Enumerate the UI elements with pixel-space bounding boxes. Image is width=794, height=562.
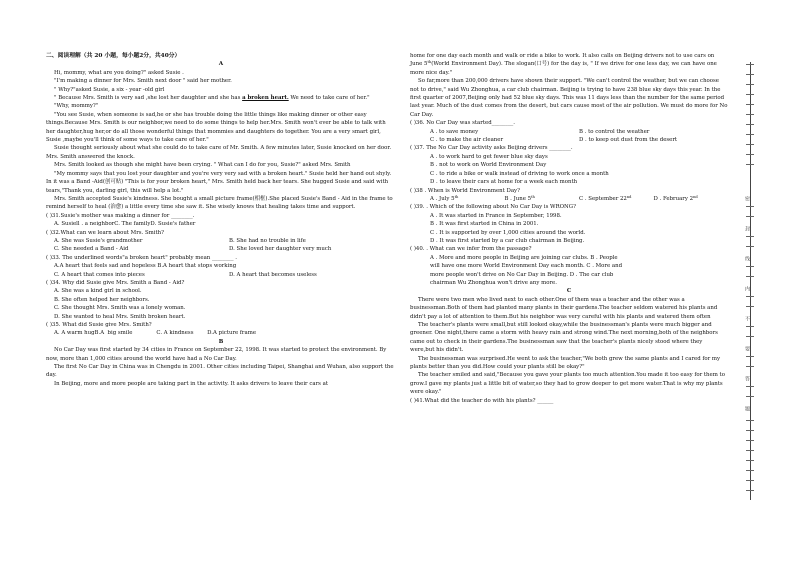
option-b: B . It was first started in China in 2001. xyxy=(430,221,539,228)
binding-label: 要 xyxy=(744,346,750,351)
question-32-options xyxy=(46,245,396,253)
passage-a-para: "I'm making a dinner for Mrs. Smith next door " said her mother. xyxy=(54,78,232,85)
binding-tick xyxy=(746,460,754,461)
binding-tick xyxy=(746,154,754,155)
option-d: D . It was first started by a car club chairman in Beijing. xyxy=(430,237,585,244)
question-37: ( )37. The No Car Day activity asks Beijing drivers ________. xyxy=(410,145,573,152)
question-38: ( )38 . When is World Environment Day? xyxy=(410,187,520,194)
binding-tick xyxy=(746,440,754,441)
binding-tick xyxy=(746,64,754,65)
passage-c-para: The teacher smiled and said,"Because you gave your plants too much attention.You made it too easy for them to grow.I gave my plants just a little bit of water,so they had to grow deeper to get more water.That is why my plants were okay." xyxy=(410,372,725,396)
passage-c-para: There were two men who lived next to each other.One of them was a teacher and the other was a businessman.Both of them had planted many plants in their gardens.The teacher seldom watered his plants and didn't pay a lot of attention to them.But his neighbor was very careful with his plants and watered them often xyxy=(410,296,718,320)
passage-c-label: C xyxy=(566,288,572,295)
option-d: D. A heart that becomes useless xyxy=(229,271,317,278)
binding-tick xyxy=(746,266,754,267)
passage-a-label: A xyxy=(218,61,224,68)
passage-b-para: So far,more than 200,000 drivers have shown their support. "We can't control the weather, but we can choose not to drive," said Wu Zhonghua, a car club chairman. Beijing is trying to have 238 blue sky days this year. In the first quarter of 2007,Beijing only had 52 blue sky days. This was 11 days less than the number for the same period last year. Much of the dust comes from the desert, but cars cause most of the air pollution. We must do more for No Car Day. xyxy=(410,78,728,118)
binding-tick xyxy=(746,236,754,237)
question-33-options: A.A heart that feels sad and hopeless B.A heart that stops working xyxy=(54,263,237,270)
text: We need to take care of her." xyxy=(290,95,370,102)
underlined-phrase: a broken heart. xyxy=(242,95,289,102)
text: D . February 2 xyxy=(653,195,694,202)
question-35: ( )35. What did Susie give Mrs. Smith? xyxy=(46,322,152,328)
option-d: D. She wanted to heal Mrs. Smith broken heart. xyxy=(54,313,186,320)
option-c: C . It is supported by over 1,000 cities around the world. xyxy=(430,229,586,236)
passage-a-para: "Why, mommy?" xyxy=(54,103,99,110)
binding-tick xyxy=(746,356,754,357)
option-c xyxy=(579,195,654,203)
question-33-options xyxy=(46,271,396,279)
binding-tick xyxy=(746,420,754,421)
text: C . September 22 xyxy=(579,195,627,202)
binding-label: 密 xyxy=(744,196,750,201)
passage-a-para xyxy=(46,94,396,102)
binding-tick xyxy=(746,336,754,337)
binding-label: 答 xyxy=(744,376,750,381)
question-40: ( )40. . What can we infer from the passage? xyxy=(410,246,532,253)
question-39: ( )39. . Which of the following about No Car Day is WRONG? xyxy=(410,204,576,211)
binding-tick xyxy=(746,104,754,105)
binding-tick xyxy=(746,490,754,491)
binding-tick xyxy=(746,296,754,297)
option-a: A . It was started in France in September, 1998. xyxy=(430,212,562,219)
question-36-options xyxy=(410,128,728,136)
passage-c-para: The businessman was surprised.He went to ask the teacher,"We both grew the same plants and I cared for my plants better than you did.How could your plants still be okay?" xyxy=(410,355,721,371)
option-a: A . to save money xyxy=(430,128,479,135)
passage-b-label: B xyxy=(218,338,224,345)
binding-tick xyxy=(746,164,754,165)
binding-tick xyxy=(746,206,754,207)
binding-label: 不 xyxy=(744,316,750,321)
question-40-options: chairman Wu Zhonghua won't drive any more. xyxy=(430,279,557,286)
superscript: nd xyxy=(693,194,698,199)
question-36-options xyxy=(410,136,728,144)
binding-label: 题 xyxy=(744,406,750,411)
passage-b-para: No Car Day was first started by 34 cities in France on September 22, 1998. It was started to protect the environment. By now, more than 1,000 cities around the world have had a No Car Day. xyxy=(46,347,387,362)
option-d: D . to leave their cars at home for a week each month xyxy=(430,179,578,186)
option-d: D. She loved her daughter very much xyxy=(229,246,332,253)
passage-a-para: "You see Susie, when someone is sad,he or she has trouble doing the little things like making dinner or other easy things.Because Mrs. Smith is our neighbor,we need to do some things to help her.Mrs. Smith won't ever be able to talk with her daughter,hug her,or do all those wonderful things that mommies and daughters do together. You are a very smart girl, Susie ,maybe you'll think of some ways to take care of her." xyxy=(46,111,386,144)
section-title: 二、阅读理解（共 20 小题，每小题2分，共40分） xyxy=(46,53,181,59)
question-35-options: A. A warm hugB.A big smile C. A kindness D.A picture frame xyxy=(54,330,257,337)
superscript: th xyxy=(531,194,535,199)
text: A . July 5 xyxy=(430,195,455,202)
passage-a-para: "My mommy says that you lost your daughter and you're very very sad with a broken heart." Susie held her hand out shyly. In it was a Band -Aid(创可贴) "This is for your broken heart," Mrs. Smith held back her tears. She hugged Susie and said with tears,"Thank you, darling girl, this will help a lot." xyxy=(46,170,392,194)
option-b: B. She had no trouble in life xyxy=(229,237,306,244)
option-a: A. She was Susie's grandmother xyxy=(54,237,143,244)
option-b: B. She often helped her neighbors. xyxy=(54,296,150,303)
text: (World Environment Day). The slogan(口号) for the day is, " If we drive for one less day, we can have one more nice day." xyxy=(410,61,717,76)
question-32-options xyxy=(46,237,396,245)
passage-a-para: Mrs. Smith accepted Susie's kindness. She bought a small picture frame(相框).She placed Susie's Band - Aid in the frame to remind herself to heal (治愈) a little every time she saw it. She wisely knows that healing takes time and support. xyxy=(46,195,393,211)
left-column xyxy=(46,52,396,388)
option-c: C. A heart that comes into pieces xyxy=(54,271,145,278)
option-a xyxy=(430,195,505,203)
binding-tick xyxy=(746,84,754,85)
binding-tick xyxy=(746,306,754,307)
binding-tick xyxy=(746,480,754,481)
binding-tick xyxy=(746,366,754,367)
question-32: ( )32.What can we learn about Mrs. Smith? xyxy=(46,229,165,236)
binding-tick xyxy=(746,246,754,247)
option-d xyxy=(654,195,729,203)
binding-tick xyxy=(746,470,754,471)
text: home for one day each month and walk or ride a bike to work. It also calls on Beijing drivers not to use cars on June 5 xyxy=(410,53,715,68)
text: " Because Mrs. Smith is very sad ,she lost her daughter and she has xyxy=(54,95,241,102)
binding-label: 线 xyxy=(744,256,750,261)
option-b xyxy=(505,195,580,203)
binding-label: 封 xyxy=(744,226,750,231)
question-40-options: will have one more World Environment Day each month. C . More and xyxy=(430,263,623,270)
question-33: ( )33. The underlined words"a broken heart" probably mean ________ . xyxy=(46,254,237,261)
question-34: ( )34. Why did Susie give Mrs. Smith a Band - Aid? xyxy=(46,279,185,286)
question-38-options xyxy=(410,195,728,203)
binding-tick xyxy=(746,396,754,397)
binding-tick xyxy=(746,450,754,451)
binding-tick xyxy=(746,124,754,125)
passage-b-para: In Beijing, more and more people are taking part in the activity. It asks drivers to leave their cars at xyxy=(54,380,329,387)
option-c: C . to make the air cleaner xyxy=(430,137,504,144)
superscript: th xyxy=(427,60,432,65)
superscript: nd xyxy=(626,194,632,199)
question-31-options: A. Susiell . a neighborC. The familyD. Susie's father xyxy=(54,221,196,228)
binding-tick xyxy=(746,144,754,145)
passage-a-para: Hi, mommy, what are you doing?" asked Susie . xyxy=(54,69,184,76)
question-40-options: A . More and more people in Beijing are joining car clubs. B . People xyxy=(430,254,618,261)
passage-b-para xyxy=(410,52,728,77)
binding-tick xyxy=(746,386,754,387)
passage-a-para: Susie thought seriously about what she could do to take care of Mr. Smith. A few minutes later, Susie knocked on her door. Mrs. Smith answered the knock. xyxy=(46,145,392,160)
binding-tick xyxy=(746,94,754,95)
superscript: th xyxy=(454,194,459,199)
passage-a-para: Mrs. Smith looked as though she might have been crying. " What can I do for you, Susie?" asked Mrs. Smith xyxy=(54,162,351,169)
binding-line xyxy=(750,62,751,500)
option-c: C. She thought Mrs. Smith was a lonely woman. xyxy=(54,305,186,312)
option-b: B . not to work on World Environment Day xyxy=(430,162,547,169)
binding-tick xyxy=(746,134,754,135)
option-d: D . to keep out dust from the desert xyxy=(579,137,678,144)
binding-tick xyxy=(746,216,754,217)
binding-tick xyxy=(746,276,754,277)
passage-b-para: The first No Car Day in China was in Chengdu in 2001. Other cities including Taipei, Shanghai and Wuhan, also support the day. xyxy=(46,364,394,379)
passage-c-para: The teacher's plants were small,but still looked okay,while the businessman's plants were much bigger and greener. One night,there came a storm with heavy rain and strong wind.The next morning,both of the neighbors came out to check in their gardens.The businessman saw that the teacher's plants nicely stood where they were,but his didn't. xyxy=(410,322,718,354)
option-b: B . to control the weather xyxy=(579,128,650,135)
option-a: A . to work hard to get fewer blue sky days xyxy=(430,153,548,160)
option-a: A. She was a kind girl in school. xyxy=(54,288,142,295)
binding-label: 内 xyxy=(744,286,750,291)
question-36: ( )36. No Car Day was started________. xyxy=(410,120,515,127)
option-c: C . to ride a bike or walk instead of driving to work once a month xyxy=(430,170,609,177)
text: B . June 5 xyxy=(504,195,532,202)
question-40-options: more people won't drive on No Car Day in Beijing. D . The car club xyxy=(430,271,614,278)
option-c: C. She needed a Band - Aid xyxy=(54,246,129,253)
right-column xyxy=(410,52,728,405)
binding-tick xyxy=(746,114,754,115)
passage-a-para: " Why?"asked Susie, a six - year -old girl xyxy=(54,86,165,93)
question-31: ( )31.Susie's mother was making a dinner for ________. xyxy=(46,212,195,219)
binding-tick xyxy=(746,326,754,327)
binding-tick xyxy=(746,430,754,431)
binding-tick xyxy=(746,74,754,75)
question-41: ( )41.What did the teacher do with his plants? ______ xyxy=(410,397,554,404)
